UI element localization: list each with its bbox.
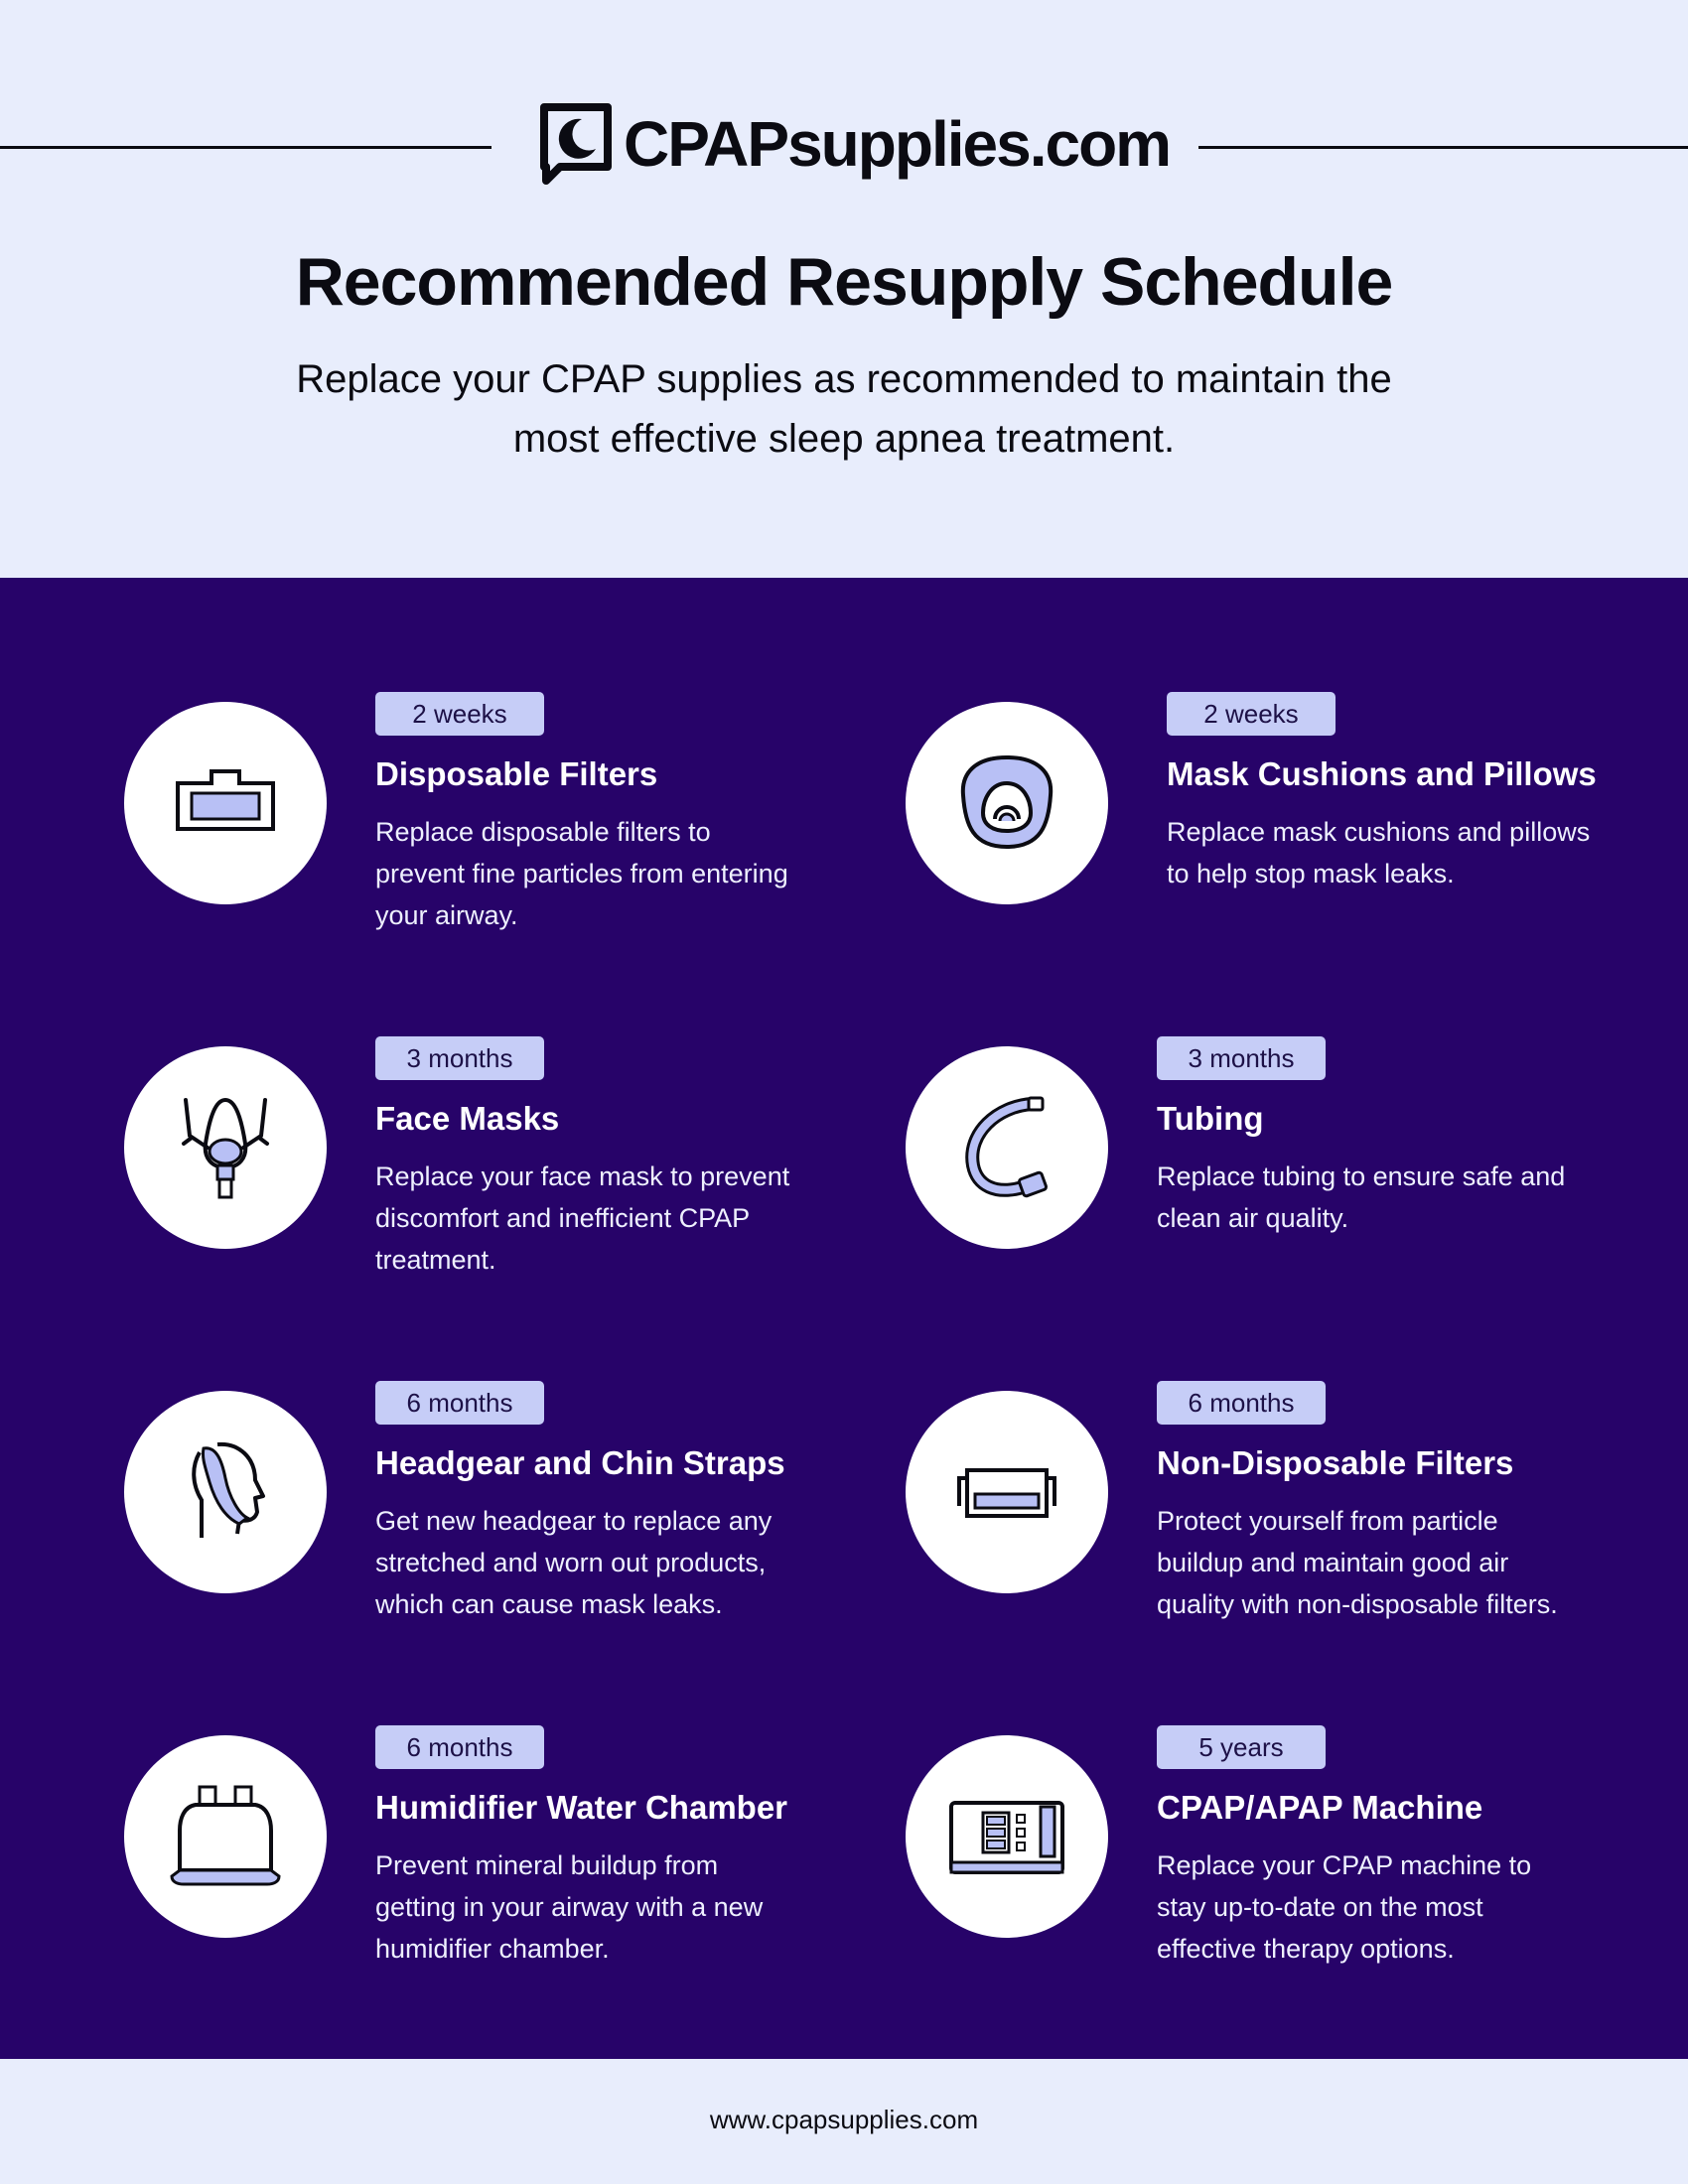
- item-description: Replace mask cushions and pillows to help stop mask leaks.: [1167, 817, 1591, 888]
- interval-badge: 3 months: [375, 1036, 544, 1080]
- cpap-machine-icon: [937, 1767, 1076, 1906]
- item-description: Get new headgear to replace any stretched and worn out products, which can cause mask leaks.: [375, 1506, 773, 1619]
- mask-cushion-icon: [937, 734, 1076, 873]
- schedule-item-water-chamber: [124, 1725, 899, 1983]
- interval-badge: 2 weeks: [1167, 692, 1336, 736]
- icon-circle: [906, 702, 1108, 904]
- footer-url-link[interactable]: www.cpapsupplies.com: [709, 2105, 979, 2134]
- water-chamber-icon: [156, 1767, 295, 1906]
- interval-badge: 6 months: [1157, 1381, 1326, 1425]
- schedule-panel: [0, 578, 1688, 2059]
- brand-name: CPAPsupplies.com: [624, 108, 1171, 180]
- icon-circle: [124, 1391, 327, 1593]
- schedule-item-disposable-filters: [124, 692, 899, 950]
- icon-circle: [906, 1391, 1108, 1593]
- item-title: Mask Cushions and Pillows: [1167, 755, 1597, 792]
- item-title: Headgear and Chin Straps: [375, 1444, 785, 1481]
- header-rule-left: [0, 146, 492, 149]
- interval-badge: 6 months: [375, 1725, 544, 1769]
- item-title: Disposable Filters: [375, 755, 658, 792]
- interval-badge: 2 weeks: [375, 692, 544, 736]
- item-title: Non-Disposable Filters: [1157, 1444, 1514, 1481]
- icon-circle: [906, 1735, 1108, 1938]
- schedule-item-face-masks: [124, 1036, 899, 1295]
- item-description: Replace tubing to ensure safe and clean air quality.: [1157, 1161, 1566, 1233]
- brand-logo[interactable]: [536, 99, 1170, 189]
- icon-circle: [906, 1046, 1108, 1249]
- icon-circle: [124, 1046, 327, 1249]
- item-description: Replace disposable filters to prevent fine particles from entering your airway.: [375, 817, 788, 930]
- item-title: Face Masks: [375, 1100, 560, 1137]
- interval-badge: 6 months: [375, 1381, 544, 1425]
- moon-speech-bubble-icon: [536, 101, 616, 187]
- tubing-icon: [937, 1078, 1076, 1217]
- interval-badge: 3 months: [1157, 1036, 1326, 1080]
- non-disposable-filter-icon: [937, 1423, 1076, 1562]
- item-description: Prevent mineral buildup from getting in your airway with a new humidifier chamber.: [375, 1850, 764, 1964]
- page-subtitle: Replace your CPAP supplies as recommended to maintain the most effective sleep apnea treatment.: [296, 357, 1392, 461]
- schedule-item-headgear: [124, 1381, 899, 1639]
- item-description: Replace your face mask to prevent discomfort and inefficient CPAP treatment.: [375, 1161, 790, 1275]
- headgear-icon: [156, 1423, 295, 1562]
- item-title: CPAP/APAP Machine: [1157, 1789, 1483, 1826]
- schedule-item-tubing: [906, 1036, 1680, 1295]
- schedule-item-cpap-machine: [906, 1725, 1680, 1983]
- icon-circle: [124, 702, 327, 904]
- item-title: Humidifier Water Chamber: [375, 1789, 788, 1826]
- item-title: Tubing: [1157, 1100, 1264, 1137]
- page-title: Recommended Resupply Schedule: [295, 244, 1393, 320]
- icon-circle: [124, 1735, 327, 1938]
- item-description: Protect yourself from particle buildup and maintain good air quality with non-disposable filters.: [1157, 1506, 1558, 1619]
- face-mask-icon: [156, 1078, 295, 1217]
- header-rule-right: [1198, 146, 1688, 149]
- schedule-item-mask-cushions: [906, 692, 1680, 950]
- schedule-item-non-disposable-filters: [906, 1381, 1680, 1639]
- item-description: Replace your CPAP machine to stay up-to-date on the most effective therapy options.: [1157, 1850, 1532, 1964]
- disposable-filter-icon: [156, 734, 295, 873]
- interval-badge: 5 years: [1157, 1725, 1326, 1769]
- header: [0, 0, 1688, 576]
